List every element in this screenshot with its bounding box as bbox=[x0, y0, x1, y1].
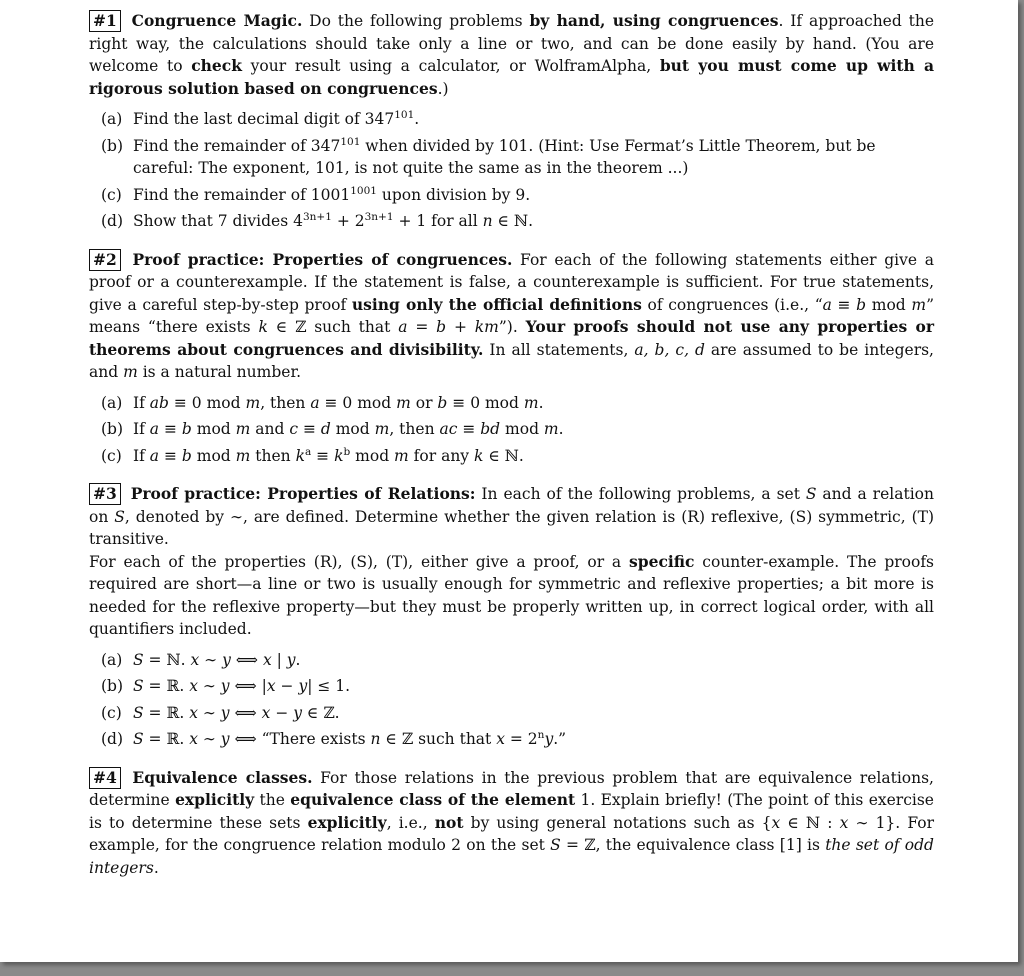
text-run: = ℝ. bbox=[143, 703, 190, 722]
superscript: 3n+1 bbox=[302, 210, 332, 223]
problem-4 bbox=[89, 767, 934, 880]
problem-part bbox=[89, 702, 934, 725]
text-run: ∈ ℤ. bbox=[302, 703, 340, 722]
problem-part bbox=[89, 135, 934, 180]
italic-math: y bbox=[222, 650, 231, 669]
italic-math: S bbox=[133, 730, 144, 748]
text-run: .” bbox=[553, 730, 567, 748]
problem-part bbox=[89, 675, 934, 698]
problem-part bbox=[89, 418, 934, 441]
italic-math: y bbox=[220, 703, 230, 722]
part-text bbox=[133, 651, 300, 669]
superscript: b bbox=[343, 445, 351, 458]
italic-math: a, b, c, d bbox=[634, 340, 705, 359]
part-label: (b) bbox=[101, 420, 124, 438]
text-run: ∈ ℤ such that bbox=[267, 318, 399, 336]
text-run: Do the following problems bbox=[302, 12, 530, 30]
part-text bbox=[133, 677, 350, 695]
part-text bbox=[133, 186, 530, 204]
italic-math: k bbox=[258, 318, 268, 336]
text-run: ” means “there exists bbox=[89, 295, 934, 336]
text-run: Find the remainder of 1001 bbox=[133, 185, 351, 204]
text-run: ≡ bbox=[159, 446, 182, 465]
italic-math: k bbox=[334, 446, 344, 465]
text-run: for any bbox=[408, 446, 474, 465]
problem-number: #3 bbox=[89, 483, 121, 505]
text-run: − bbox=[270, 703, 294, 722]
bold-text: equivalence class of the element bbox=[290, 790, 576, 809]
text-run: . bbox=[558, 420, 564, 438]
italic-math: the set of odd integers bbox=[89, 836, 934, 877]
part-label: (c) bbox=[101, 703, 122, 722]
problem-1 bbox=[89, 10, 934, 233]
text-run: mod bbox=[330, 420, 375, 438]
italic-math: k bbox=[474, 446, 484, 465]
italic-math: m bbox=[245, 393, 261, 412]
text-run: mod bbox=[866, 295, 912, 314]
part-label: (b) bbox=[101, 136, 124, 155]
text-run: ≡ 0 mod bbox=[447, 393, 524, 412]
superscript: 101 bbox=[340, 135, 361, 148]
text-run: Find the remainder of 347 bbox=[133, 136, 341, 155]
text-run: ∼ 1}. For example, for the congruence relation modulo 2 on the set bbox=[89, 813, 934, 854]
bold-text: not bbox=[434, 812, 464, 832]
problem-part bbox=[89, 728, 934, 751]
bold-text: Your proofs should not use any properties or theorems about congruences and divisibility. bbox=[89, 317, 935, 359]
superscript: 1001 bbox=[350, 184, 377, 197]
italic-math: a bbox=[822, 295, 832, 314]
italic-math: b bbox=[181, 446, 192, 465]
text-run: ≡ bbox=[831, 295, 857, 314]
text-run: and a relation on bbox=[89, 485, 934, 526]
italic-math: S bbox=[805, 485, 817, 503]
problem-list bbox=[89, 10, 934, 879]
text-run: and bbox=[250, 420, 290, 438]
problem-title: Congruence Magic. bbox=[131, 11, 303, 30]
problem-2 bbox=[89, 249, 934, 468]
italic-math: n bbox=[482, 212, 493, 230]
text-run: . bbox=[295, 650, 301, 669]
italic-math: b bbox=[856, 295, 867, 314]
part-label: (a) bbox=[101, 650, 123, 669]
problem-3 bbox=[89, 483, 934, 751]
italic-math: y bbox=[286, 650, 296, 669]
parts-list bbox=[89, 108, 934, 233]
part-text bbox=[133, 420, 564, 438]
text-run: ”). bbox=[498, 318, 526, 336]
italic-math: S bbox=[114, 507, 125, 526]
italic-math: x bbox=[189, 677, 198, 695]
text-run: = ℤ, the equivalence class [1] is bbox=[560, 836, 826, 854]
part-label: (a) bbox=[101, 110, 123, 128]
text-run: . If approached the right way, the calculations should take only a line or two, and can be done easily by hand. (You are welcome to bbox=[89, 12, 934, 75]
problem-2-intro bbox=[89, 249, 934, 384]
text-run: ∈ ℕ. bbox=[483, 446, 524, 465]
text-run: when divided by 101. (Hint: Use Fermat’s Little Theorem, but be careful: The exponent, 101, is not quite the same as in the theorem ...) bbox=[133, 136, 876, 177]
italic-math: x bbox=[266, 677, 276, 695]
text-run: For each of the following statements either give a proof or a counterexample. If the statement is false, a counterexample is sufficient. For true statements, give a careful step-by-step proof bbox=[89, 250, 934, 314]
italic-math: m bbox=[235, 446, 251, 465]
italic-math: m bbox=[543, 420, 559, 438]
text-run: upon division by 9. bbox=[376, 185, 531, 204]
text-run: ≡ bbox=[457, 420, 481, 438]
part-text bbox=[133, 704, 340, 722]
text-run: ⟺ | bbox=[229, 677, 267, 695]
problem-intro bbox=[89, 251, 934, 382]
italic-math: x bbox=[189, 730, 198, 748]
superscript: 3n+1 bbox=[364, 210, 394, 223]
italic-math: m bbox=[396, 393, 411, 412]
bold-text: but you must come up with a rigorous solution based on congruences bbox=[89, 56, 935, 98]
problem-part bbox=[89, 392, 934, 415]
italic-math: m bbox=[523, 393, 539, 412]
italic-math: ac bbox=[439, 420, 458, 438]
italic-math: m bbox=[374, 420, 390, 438]
italic-math: x bbox=[496, 730, 505, 748]
parts-list bbox=[89, 649, 934, 751]
text-run: In all statements, bbox=[483, 340, 635, 359]
problem-number: #1 bbox=[89, 10, 121, 32]
bold-text: by hand, using congruences bbox=[529, 11, 779, 30]
text-run: ≡ bbox=[311, 446, 335, 465]
text-run: mod bbox=[191, 420, 236, 438]
italic-math: S bbox=[133, 703, 144, 722]
text-run: ∼ bbox=[197, 677, 221, 695]
text-run: of congruences (i.e., “ bbox=[641, 295, 823, 314]
bold-text: explicitly bbox=[175, 790, 255, 809]
text-run: by using general notations such as { bbox=[463, 813, 772, 832]
problem-title: Proof practice: Properties of Relations: bbox=[130, 484, 476, 503]
text-run: .) bbox=[437, 79, 449, 98]
text-run: = ℝ. bbox=[143, 677, 190, 695]
italic-math: y bbox=[293, 703, 302, 722]
part-label: (c) bbox=[101, 185, 122, 204]
text-run: ≡ bbox=[298, 420, 321, 438]
text-run: If bbox=[133, 420, 150, 438]
text-run: , then bbox=[389, 420, 440, 438]
italic-math: m bbox=[911, 295, 927, 314]
text-run: ∈ ℕ : bbox=[780, 813, 840, 832]
text-run: ≡ 0 mod bbox=[168, 393, 246, 412]
text-run: ⟺ “There exists bbox=[229, 730, 371, 748]
problem-part bbox=[89, 445, 934, 468]
text-run: = ℕ. bbox=[143, 650, 191, 669]
italic-math: b bbox=[181, 420, 192, 438]
text-run: = 2 bbox=[504, 730, 538, 748]
part-text bbox=[133, 110, 419, 128]
italic-math: x bbox=[189, 703, 198, 722]
text-run: ≡ 0 mod bbox=[319, 393, 397, 412]
text-run: the bbox=[254, 791, 291, 809]
italic-math: c bbox=[289, 420, 299, 438]
text-run: In each of the following problems, a set bbox=[475, 485, 806, 503]
text-run: If bbox=[133, 446, 150, 465]
text-run: or bbox=[410, 393, 438, 412]
part-label: (a) bbox=[101, 393, 123, 412]
text-run: ⟺ bbox=[229, 703, 262, 722]
problem-part bbox=[89, 649, 934, 672]
text-run: . bbox=[538, 393, 544, 412]
problem-number: #2 bbox=[89, 249, 121, 271]
text-run: 1. Explain briefly! (The point of this exercise is to determine these sets bbox=[89, 791, 934, 832]
text-run: counter-example. The proofs required are short—a line or two is usually enough for symmetric and reflexive properties; a bit more is needed for the reflexive property—but they must be properly written up, in correct logical order, with all quantifiers included. bbox=[89, 552, 935, 638]
text-run: . bbox=[153, 858, 159, 877]
italic-math: S bbox=[133, 677, 144, 695]
problem-number: #4 bbox=[89, 767, 121, 789]
text-run: = ℝ. bbox=[143, 730, 190, 748]
part-label: (b) bbox=[101, 677, 124, 695]
parts-list bbox=[89, 392, 934, 468]
text-run: your result using a calculator, or WolframAlpha, bbox=[241, 57, 660, 75]
text-run: = bbox=[407, 318, 437, 336]
italic-math: y bbox=[544, 730, 554, 748]
problem-4-intro bbox=[89, 767, 934, 880]
problem-part bbox=[89, 184, 934, 207]
text-run: For those relations in the previous problem that are equivalence relations, determine bbox=[89, 768, 934, 809]
bold-text: specific bbox=[629, 551, 695, 571]
text-run: + 1 for all bbox=[393, 212, 483, 230]
text-run: + bbox=[446, 318, 475, 336]
italic-math: x bbox=[261, 703, 271, 722]
text-run: are assumed to be integers, and bbox=[89, 340, 934, 381]
text-run: mod bbox=[500, 420, 544, 438]
part-text bbox=[133, 730, 566, 748]
text-run: ∈ ℤ such that bbox=[380, 730, 497, 748]
text-run: | bbox=[271, 650, 287, 669]
text-run: , i.e., bbox=[386, 813, 435, 832]
problem-1-intro bbox=[89, 10, 934, 100]
bold-text: using only the official definitions bbox=[351, 294, 642, 314]
italic-math: d bbox=[320, 420, 331, 438]
italic-math: y bbox=[298, 677, 308, 695]
text-run: . bbox=[414, 110, 420, 128]
text-run: ∼ bbox=[197, 703, 221, 722]
part-label: (d) bbox=[101, 212, 124, 230]
part-text bbox=[133, 394, 544, 412]
text-run: + 2 bbox=[331, 212, 365, 230]
part-label: (d) bbox=[101, 730, 124, 748]
italic-math: km bbox=[474, 318, 499, 336]
text-run: , denoted by ∼, are defined. Determine whether the given relation is (R) reflexive, (S) symmetric, (T) transitive. bbox=[89, 507, 934, 548]
text-run: ∼ bbox=[197, 730, 221, 748]
part-label: (c) bbox=[101, 446, 122, 465]
part-text bbox=[133, 137, 876, 178]
problem-title: Equivalence classes. bbox=[132, 767, 313, 787]
italic-math: b bbox=[437, 393, 448, 412]
text-run: If bbox=[133, 393, 150, 412]
italic-math: m bbox=[123, 363, 138, 381]
italic-math: k bbox=[295, 446, 305, 465]
text-run: − bbox=[275, 677, 299, 695]
problem-part bbox=[89, 108, 934, 131]
italic-math: m bbox=[394, 446, 409, 465]
italic-math: S bbox=[133, 650, 144, 669]
text-run: ∈ ℕ. bbox=[492, 212, 534, 230]
italic-math: a bbox=[398, 318, 408, 336]
superscript: 101 bbox=[394, 108, 415, 121]
italic-math: m bbox=[235, 420, 251, 438]
text-run: ⟺ bbox=[230, 650, 263, 669]
text-run: Show that 7 divides 4 bbox=[133, 212, 303, 230]
text-run: mod bbox=[191, 446, 236, 465]
text-run: Find the last decimal digit of 347 bbox=[133, 110, 395, 128]
text-run: ∼ bbox=[199, 650, 223, 669]
bold-text: explicitly bbox=[307, 812, 387, 832]
problem-3-instructions bbox=[89, 551, 934, 641]
italic-math: S bbox=[550, 836, 561, 854]
part-text bbox=[133, 212, 533, 230]
italic-math: a bbox=[149, 446, 160, 465]
superscript: a bbox=[304, 445, 312, 458]
italic-math: a bbox=[310, 393, 320, 412]
italic-math: x bbox=[190, 650, 200, 669]
text-run: then bbox=[250, 446, 296, 465]
italic-math: x bbox=[771, 813, 781, 832]
text-run: ≡ bbox=[159, 420, 182, 438]
text-run: | ≤ 1. bbox=[307, 677, 351, 695]
text-run: For each of the properties (R), (S), (T), either give a proof, or a bbox=[89, 552, 630, 571]
part-text bbox=[133, 447, 524, 465]
problem-part bbox=[89, 210, 934, 233]
italic-math: y bbox=[220, 730, 230, 748]
italic-math: bd bbox=[480, 420, 501, 438]
text-run: is a natural number. bbox=[137, 363, 302, 381]
problem-3-intro bbox=[89, 483, 934, 551]
italic-math: n bbox=[370, 730, 381, 748]
superscript: n bbox=[537, 728, 545, 741]
italic-math: a bbox=[149, 420, 160, 438]
problem-title: Proof practice: Properties of congruences. bbox=[132, 249, 513, 269]
italic-math: x bbox=[262, 650, 272, 669]
italic-math: y bbox=[220, 677, 230, 695]
italic-math: x bbox=[839, 813, 849, 832]
text-run: mod bbox=[350, 446, 395, 465]
bold-text: check bbox=[191, 56, 242, 75]
italic-math: ab bbox=[149, 393, 169, 412]
italic-math: b bbox=[436, 318, 447, 336]
text-run: , then bbox=[260, 393, 311, 412]
